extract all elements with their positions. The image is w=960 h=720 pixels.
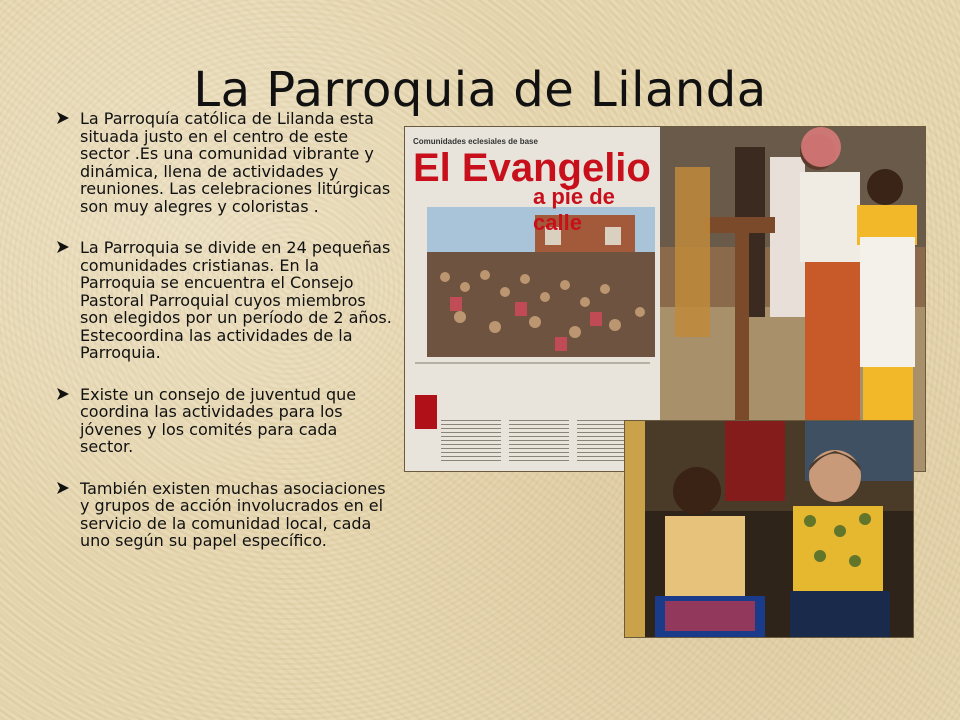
magazine-text-column xyxy=(509,417,569,461)
bullet-item xyxy=(56,386,392,456)
arrowhead-bullet-icon xyxy=(56,481,70,495)
community-visit-photo xyxy=(624,420,914,638)
bullet-item xyxy=(56,110,392,215)
magazine-headline: El Evangelio xyxy=(413,146,651,190)
magazine-text-column xyxy=(441,417,501,461)
slide-title: La Parroquia de Lilanda xyxy=(193,62,767,119)
magazine-headline-block xyxy=(413,137,653,236)
bullet-text: La Parroquia se divide en 24 pequeñas comunidades cristianas. En la Parroquia se encuentra el Consejo Pastoral Parroquial cuyos miembros son elegidos por un período de 2 años. Estecoordina las actividades de la Parroquia. xyxy=(80,238,392,362)
bullet-list xyxy=(56,110,392,574)
magazine-kicker: Comunidades eclesiales de base xyxy=(413,137,538,146)
bullet-item xyxy=(56,480,392,550)
community-visit-illustration xyxy=(625,421,913,637)
arrowhead-bullet-icon xyxy=(56,387,70,401)
bullet-text: Existe un consejo de juventud que coordina las actividades para los jóvenes y los comités para cada sector. xyxy=(80,384,357,456)
arrowhead-bullet-icon xyxy=(56,111,70,125)
arrowhead-bullet-icon xyxy=(56,240,70,254)
bullet-item xyxy=(56,239,392,362)
bullet-text: La Parroquía católica de Lilanda esta situada justo en el centro de este sector .Es una comunidad vibrante y dinámica, llena de actividades y reuniones. Las celebraciones litúrgicas son muy alegres y coloristas . xyxy=(80,109,391,216)
bullet-text: También existen muchas asociaciones y grupos de acción involucrados en el servicio de la comunidad local, cada uno según su papel específico. xyxy=(80,478,386,550)
magazine-subheadline: a pie de calle xyxy=(533,184,615,235)
